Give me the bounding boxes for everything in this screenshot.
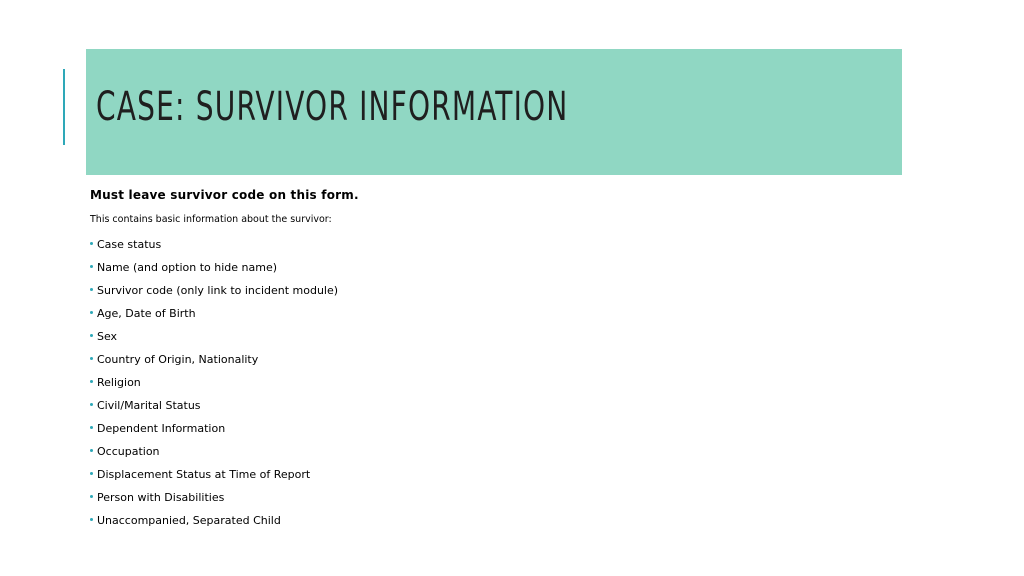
bullet-icon bbox=[90, 403, 93, 406]
bullet-icon bbox=[90, 242, 93, 245]
list-item bbox=[90, 233, 790, 256]
slide-content bbox=[90, 187, 790, 532]
list-item bbox=[90, 256, 790, 279]
list-item bbox=[90, 325, 790, 348]
bullet-icon bbox=[90, 518, 93, 521]
bullet-icon bbox=[90, 265, 93, 268]
list-item-text: Dependent Information bbox=[97, 422, 226, 435]
list-item-text: Sex bbox=[97, 330, 118, 343]
list-item-text: Displacement Status at Time of Report bbox=[97, 468, 311, 481]
list-item-text: Country of Origin, Nationality bbox=[97, 353, 259, 366]
list-item bbox=[90, 348, 790, 371]
list-item bbox=[90, 486, 790, 509]
bullet-icon bbox=[90, 311, 93, 314]
list-item bbox=[90, 371, 790, 394]
list-item-text: Person with Disabilities bbox=[97, 491, 225, 504]
list-item-text: Survivor code (only link to incident module) bbox=[97, 284, 339, 297]
list-item bbox=[90, 463, 790, 486]
list-item-text: Unaccompanied, Separated Child bbox=[97, 514, 281, 527]
bullet-icon bbox=[90, 449, 93, 452]
list-item bbox=[90, 509, 790, 532]
list-item bbox=[90, 279, 790, 302]
list-item bbox=[90, 440, 790, 463]
bullet-icon bbox=[90, 357, 93, 360]
accent-line bbox=[63, 69, 65, 145]
bullet-icon bbox=[90, 426, 93, 429]
list-item-text: Civil/Marital Status bbox=[97, 399, 201, 412]
bullet-icon bbox=[90, 495, 93, 498]
list-item-text: Case status bbox=[97, 238, 162, 251]
bullet-icon bbox=[90, 334, 93, 337]
lead-text: Must leave survivor code on this form. bbox=[90, 188, 359, 202]
list-item-text: Occupation bbox=[97, 445, 160, 458]
bullet-icon bbox=[90, 472, 93, 475]
list-item-text: Name (and option to hide name) bbox=[97, 261, 278, 274]
list-item-text: Age, Date of Birth bbox=[97, 307, 196, 320]
bullet-icon bbox=[90, 288, 93, 291]
list-item-text: Religion bbox=[97, 376, 141, 389]
list-item bbox=[90, 302, 790, 325]
bullet-icon bbox=[90, 380, 93, 383]
slide-title: CASE: SURVIVOR INFORMATION bbox=[96, 84, 569, 130]
bullet-list bbox=[90, 233, 790, 532]
subheading-text: This contains basic information about the survivor: bbox=[90, 214, 332, 225]
list-item bbox=[90, 394, 790, 417]
list-item bbox=[90, 417, 790, 440]
